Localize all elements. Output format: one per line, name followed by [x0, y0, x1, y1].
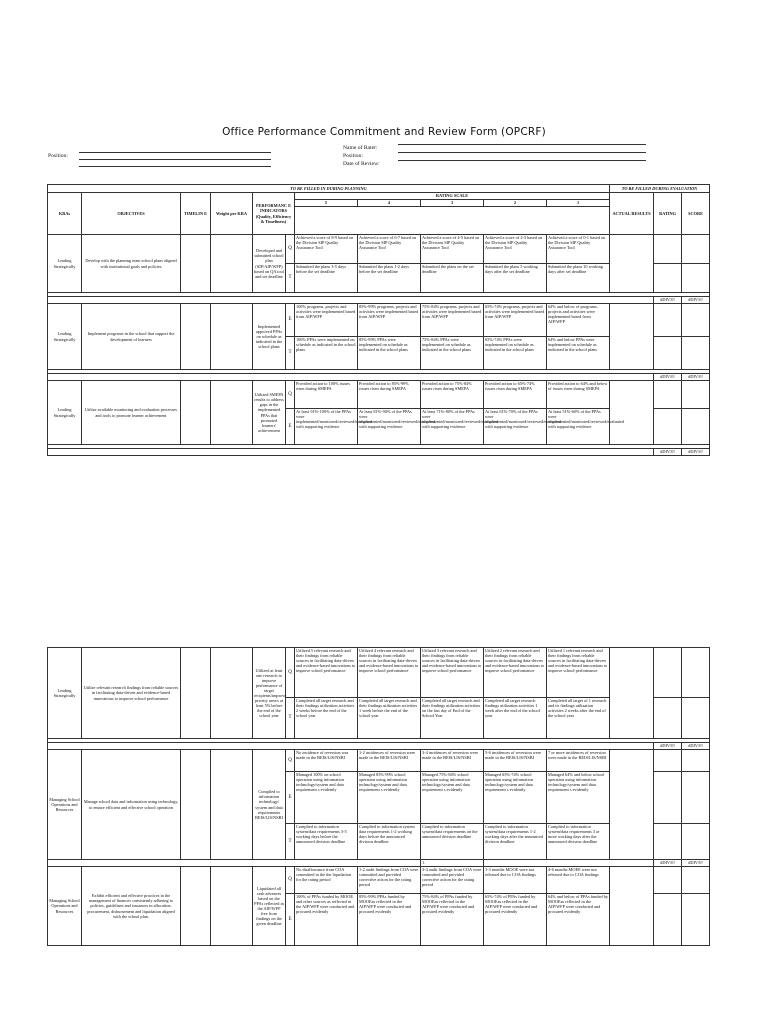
- rating-5-cell: No disallowance from COA committed in the the liquidation for the rating period: [295, 867, 358, 894]
- indicator-cell: Liquidated all cash advances based on the PPAs reflected in the AIP/WFP free from findings on the given deadline: [253, 867, 286, 946]
- rating-cell[interactable]: [654, 409, 682, 445]
- col-objectives: OBJECTIVES: [82, 193, 181, 235]
- rating-1-cell: Provided action to 64% and below of issues risen during SMEPA: [547, 381, 610, 409]
- rating-4-cell: 85%-99% programs, projects and activities were implemented based from AIP/WFP: [358, 304, 421, 337]
- rating-3-cell: Completed all target research and their findings utilization activities on the last day of End of the School Year: [421, 698, 484, 739]
- table-row: [48, 867, 710, 894]
- rating-5-cell: Managed 100% on school operation using information technology/system and data requirement s evidently: [295, 772, 358, 824]
- rating-2-cell: At least 61%-70% of the PPAs were implemented/monitored/reviewed/evaluated with supporting evidence: [484, 409, 547, 445]
- position-field-line-3[interactable]: [79, 166, 271, 167]
- objective-cell: Utilize relevant research findings from reliable sources in facilitating data-driven and evidence-based innovations to improve school performance: [82, 648, 181, 739]
- rating-2-cell: Completed all target research findings utilization activities 1 week after the end of the school year: [484, 698, 547, 739]
- objective-cell: Exhibit efficient and effective practices in the management of finances consistently adhering to policies, guidelines and issuances in allocation, procurement, disbursement and liquidation aligned with the school plan.: [82, 867, 181, 946]
- indicator-code: E: [286, 304, 295, 337]
- indicator-code: T: [286, 698, 295, 739]
- rating-5-cell: 100% of PPAs funded by MOOE and other sources as reflected in the AIP/WFP were conducted and procured evidently: [295, 894, 358, 946]
- objective-cell: Utilize available monitoring and evaluation processes and tools to promote learner achievement: [82, 381, 181, 445]
- rating-1-cell: Completed all target of 1 research and its findings utilization activities 2 weeks after the end of the school year: [547, 698, 610, 739]
- indicator-cell: Complied to information technology/ system and data requirements BEIS/LIS/NSBI: [253, 750, 286, 860]
- rating-3-cell: 75%-84% programs, projects and activities were implemented based from AIP/WFP: [421, 304, 484, 337]
- rating-5-cell: Submitted the plans 3-5 days before the set deadline: [295, 264, 358, 293]
- scale-1: 1: [547, 200, 610, 207]
- rating-cell[interactable]: [654, 750, 682, 772]
- rating-5-cell: Provided action to 100% issues risen during SMEPA: [295, 381, 358, 409]
- rating-1-cell: 64% and below PPAs were implemented on schedule as indicated in the school plans: [547, 337, 610, 370]
- rating-total: #DIV/0!: [654, 297, 682, 304]
- rating-2-cell: Complied to information system/data requirements 1-2 working days after the announced division deadline: [484, 824, 547, 860]
- position-field-line-1[interactable]: [79, 152, 271, 153]
- rating-cell[interactable]: [654, 304, 682, 337]
- position-label: Position:: [48, 153, 68, 159]
- rating-3-cell: At least 71%-80% of the PPAs were implemented/monitored/reviewed/evaluated with supporting evidence: [421, 409, 484, 445]
- actual-results-cell[interactable]: [610, 235, 654, 293]
- rating-5-cell: 100% PPAs were implemented on schedule as indicated in the school plans: [295, 337, 358, 370]
- rating-5-cell: Utilized 5 relevant research and their findings from reliable sources in facilitating data-driven and evidence-based innovations to improve school performance: [295, 648, 358, 698]
- opcrf-table-page-1: [47, 184, 710, 456]
- scale-4: 4: [358, 200, 421, 207]
- rating-3-cell: Managed 75%-84% school operation using information technology/system and data requirement s evidently: [421, 772, 484, 824]
- actual-results-cell[interactable]: [610, 867, 654, 946]
- list-marker: 1.: [421, 860, 484, 867]
- score-cell[interactable]: [682, 894, 710, 946]
- rating-total: #DIV/0!: [654, 449, 682, 456]
- kra-cell: Managing School Operations and Resources: [48, 867, 82, 946]
- rating-4-cell: 1-2 incidences of reversion were made in the BEIS/LIS/NSBI: [358, 750, 421, 772]
- actual-results-cell[interactable]: [610, 648, 654, 739]
- rating-5-cell: No incidence of reversion was made in the BEIS/LIS/NSBI: [295, 750, 358, 772]
- rating-1-cell: Achieved a score of 0-1 based on the Division SIP Quality Assurance Tool: [547, 235, 610, 264]
- rating-cell[interactable]: [654, 824, 682, 860]
- weight-cell[interactable]: [211, 235, 253, 293]
- rating-4-cell: Completed all target research and their findings utilization activities 1 week before the end of the school year: [358, 698, 421, 739]
- rating-cell[interactable]: [654, 648, 682, 698]
- col-indicators: PERFORMANC E INDICATORS (Quality, Efficiency & Timeliness): [253, 193, 295, 235]
- indicator-code: T: [286, 264, 295, 293]
- rating-2-cell: Provided action to 65%-74% issues risen during SMEPA: [484, 381, 547, 409]
- rater-name-field[interactable]: [398, 144, 646, 145]
- rating-2-cell: 65%-74% programs, projects and activities were implemented based from AIP/WFP: [484, 304, 547, 337]
- rating-total: #DIV/0!: [654, 743, 682, 750]
- table-row: [48, 648, 710, 698]
- rating-4-cell: 85%-99% PPAs were implemented on schedule as indicated in the school plans: [358, 337, 421, 370]
- kra-cell: Leading Strategically: [48, 648, 82, 739]
- rating-2-cell: Achieved a score of 2-3 based on the Division SIP Quality Assurance Tool: [484, 235, 547, 264]
- form-title: Office Performance Commitment and Review Form (OPCRF): [222, 126, 546, 138]
- band-evaluation: TO BE FILLED DURING EVALUATION: [610, 185, 710, 193]
- score-cell[interactable]: [682, 409, 710, 445]
- score-cell[interactable]: [682, 304, 710, 337]
- rating-total: #DIV/0!: [654, 860, 682, 867]
- score-cell[interactable]: [682, 337, 710, 370]
- indicator-cell: Utilized at least one research to improve performance of target recipients/improve priority area/s at least 5% before the end of the school year: [253, 648, 286, 739]
- indicator-code: E: [286, 409, 295, 445]
- rating-1-cell: 7 or more incidences of reversion were made in the BEIS/LIS/NSBI: [547, 750, 610, 772]
- rating-cell[interactable]: [654, 337, 682, 370]
- kra-cell: Leading Strategically: [48, 304, 82, 370]
- weight-cell[interactable]: [211, 381, 253, 445]
- rating-2-cell: 65%-74% PPAs were implemented on schedule as indicated in the school plans: [484, 337, 547, 370]
- rating-cell[interactable]: [654, 772, 682, 824]
- weight-cell[interactable]: [211, 304, 253, 370]
- score-cell[interactable]: [682, 824, 710, 860]
- scale-5: 5: [295, 200, 358, 207]
- indicator-code: Q: [286, 867, 295, 894]
- timeline-cell[interactable]: [181, 648, 211, 739]
- rating-4-cell: Submitted the plans 1-2 days before the set deadline: [358, 264, 421, 293]
- rating-1-cell: Complied to information system/data requirements 3 or more working days after the announced division deadline: [547, 824, 610, 860]
- actual-results-cell[interactable]: [610, 750, 654, 860]
- timeline-cell[interactable]: [181, 381, 211, 445]
- rating-1-cell: At least 51%-60% of the PPAs were implemented/monitored/reviewed/evaluated with supporting evidence: [547, 409, 610, 445]
- weight-cell[interactable]: [211, 648, 253, 739]
- rating-2-cell: Managed 65%-74% school operation using information technology/system and data requirement s evidently: [484, 772, 547, 824]
- score-cell[interactable]: [682, 264, 710, 293]
- rating-5-cell: Complied to information system/data requirements 3-5 working days before the announced division deadline: [295, 824, 358, 860]
- rating-2-cell: Submitted the plans 5 working days after the set deadline: [484, 264, 547, 293]
- rating-2-cell: Utilized 2 relevant research and their findings from reliable sources in facilitating data-driven and evidence-based innovations to improve school performance: [484, 648, 547, 698]
- kra-cell: Leading Strategically: [48, 381, 82, 445]
- scale-2: 2: [484, 200, 547, 207]
- band-planning: TO BE FILLED IN DURING PLANNING: [48, 185, 610, 193]
- indicator-code: E: [286, 772, 295, 824]
- rating-5-cell: Achieved a score of 8-9 based on the Division SIP Quality Assurance Tool: [295, 235, 358, 264]
- rating-3-cell: Achieved a score of 4-5 based on the Division SIP Quality Assurance Tool: [421, 235, 484, 264]
- indicator-code: Q: [286, 381, 295, 409]
- rating-4-cell: 1-2 audit findings from COA were committed and provided corrective action for the rating period: [358, 867, 421, 894]
- col-actual-results: ACTUAL RESULTS: [610, 193, 654, 235]
- rating-total: #DIV/0!: [654, 374, 682, 381]
- rating-3-cell: Complied to information system/data requirements on the announced division deadline: [421, 824, 484, 860]
- rating-1-cell: 64% and below of PPAs funded by MOOEas reflected in the AIP/WFP were conducted and procured evidently: [547, 894, 610, 946]
- score-cell[interactable]: [682, 772, 710, 824]
- rating-1-cell: Managed 64% and below school operation using information technology/system and data requirement s evidently: [547, 772, 610, 824]
- rating-cell[interactable]: [654, 698, 682, 739]
- rating-3-cell: Submitted the plans on the set deadline: [421, 264, 484, 293]
- rating-3-cell: 75%-84% of PPAs funded by MOOEas reflected in the AIP/WFP were conducted and procured evidently: [421, 894, 484, 946]
- weight-cell[interactable]: [211, 750, 253, 860]
- rating-4-cell: At least 81%-90% of the PPAs were implemented/monitored/reviewed/evaluated with supporting evidence: [358, 409, 421, 445]
- score-cell[interactable]: [682, 867, 710, 894]
- rating-3-cell: Utilized 3 relevant research and their findings from reliable sources in facilitating data-driven and evidence-based innovations to improve school performance: [421, 648, 484, 698]
- indicator-code: T: [286, 824, 295, 860]
- score-cell[interactable]: [682, 648, 710, 698]
- rating-2-cell: 1-3 months MOOE were not released due to COA findings: [484, 867, 547, 894]
- rating-1-cell: Utilized 1 relevant research and their findings from reliable sources in facilitating data-driven and evidence-based innovations to improve school performance: [547, 648, 610, 698]
- indicator-cell: Implemented approved PPAs on schedule as indicated in the school plans: [253, 304, 286, 370]
- rater-position-field[interactable]: [398, 152, 646, 153]
- table-row: [48, 381, 710, 409]
- rating-5-cell: 100% programs, projects and activities were implemented based from AIP/WFP: [295, 304, 358, 337]
- score-cell[interactable]: [682, 698, 710, 739]
- objective-cell: Develop with the planning team school plans aligned with institutional goals and policies: [82, 235, 181, 293]
- table-row: [48, 235, 710, 264]
- table-row: [48, 750, 710, 772]
- opcrf-table-page-2: [47, 647, 710, 946]
- timeline-cell[interactable]: [181, 867, 211, 946]
- timeline-cell[interactable]: [181, 304, 211, 370]
- indicator-cell: Utilized SMEPA results to address gaps in the implemented PPAs that promoted learners' achievement: [253, 381, 286, 445]
- rating-cell[interactable]: [654, 894, 682, 946]
- rating-4-cell: Provided action to 85%-99% issues risen during SMEPA: [358, 381, 421, 409]
- col-weight: Weight per KRA: [211, 193, 253, 235]
- review-date-label: Date of Review:: [343, 161, 380, 167]
- rating-5-cell: At least 91%-100% of the PPAs were implemented/monitored/reviewed/evaluated with supporting evidence: [295, 409, 358, 445]
- score-total: #DIV/0!: [682, 743, 710, 750]
- timeline-cell[interactable]: [181, 235, 211, 293]
- col-score: SCORE: [682, 193, 710, 235]
- indicator-cell: Developed and submitted school plan (SIP/AIP/WFP) based on QA tool and set deadline: [253, 235, 286, 293]
- rating-4-cell: 85%-99% PPAs funded by MOOEas reflected in the AIP/WFP were conducted and procured evidently: [358, 894, 421, 946]
- rating-4-cell: Utilized 4 relevant research and their findings from reliable sources in facilitating data-driven and evidence-based innovations to improve school performance: [358, 648, 421, 698]
- rating-1-cell: 64% and below of programs, projects and activities were implemented based from AIP/WFP: [547, 304, 610, 337]
- rating-4-cell: Managed 85%-99% school operation using information technology/system and data requirement s evidently: [358, 772, 421, 824]
- col-rating-scale: RATING SCALE: [295, 193, 610, 200]
- actual-results-cell[interactable]: [610, 304, 654, 370]
- rating-cell[interactable]: [654, 381, 682, 409]
- objective-cell: Implement programs in the school that support the development of learners: [82, 304, 181, 370]
- rating-1-cell: 4-6 months MOEE were not released due to COA findings: [547, 867, 610, 894]
- score-total: #DIV/0!: [682, 449, 710, 456]
- indicator-code: Q: [286, 648, 295, 698]
- score-cell[interactable]: [682, 381, 710, 409]
- rating-cell[interactable]: [654, 235, 682, 264]
- rating-cell[interactable]: [654, 867, 682, 894]
- score-total: #DIV/0!: [682, 860, 710, 867]
- rating-cell[interactable]: [654, 264, 682, 293]
- review-date-field[interactable]: [398, 160, 646, 161]
- position-field-line-2[interactable]: [79, 159, 271, 160]
- rating-4-cell: Complied to information system data requirements 1-2 working days before the announced division deadline: [358, 824, 421, 860]
- score-total: #DIV/0!: [682, 374, 710, 381]
- objective-cell: Manage school data and information using technology, to ensure efficient and effective school operation: [82, 750, 181, 860]
- col-timeline: TIMELIN E: [181, 193, 211, 235]
- rating-3-cell: Provided action to 75%-84% issues risen during SMEPA: [421, 381, 484, 409]
- rating-2-cell: 65%-74% of PPAs funded by MOOEas reflected in the AIP/WFP were conducted and procured evidently: [484, 894, 547, 946]
- rating-3-cell: 75%-84% PPAs were implemented on schedule as indicated in the school plans: [421, 337, 484, 370]
- score-cell[interactable]: [682, 235, 710, 264]
- indicator-code: E: [286, 894, 295, 946]
- rating-2-cell: 5-6 incidences of reversion were made in the BEIS/LIS/NSBI: [484, 750, 547, 772]
- rating-5-cell: Completed all target research and their findings utilization activities 2 weeks before the end of the school year: [295, 698, 358, 739]
- weight-cell[interactable]: [211, 867, 253, 946]
- timeline-cell[interactable]: [181, 750, 211, 860]
- rating-4-cell: Achieved a score of 6-7 based on the Division SIP Quality Assurance Tool: [358, 235, 421, 264]
- indicator-code: Q: [286, 235, 295, 264]
- rating-3-cell: 3-4 incidences of reversion were made in the BEIS/LIS/NSBI: [421, 750, 484, 772]
- col-kras: KRAs: [48, 193, 82, 235]
- table-row: [48, 304, 710, 337]
- rater-name-label: Name of Rater:: [343, 145, 378, 151]
- rating-1-cell: Submitted the plans 10 working days after set deadline: [547, 264, 610, 293]
- scale-3: 3: [421, 200, 484, 207]
- score-total: #DIV/0!: [682, 297, 710, 304]
- kra-cell: Managing School Operations and Resources: [48, 750, 82, 860]
- kra-cell: Leading Strategically: [48, 235, 82, 293]
- indicator-code: T: [286, 337, 295, 370]
- actual-results-cell[interactable]: [610, 381, 654, 445]
- score-cell[interactable]: [682, 750, 710, 772]
- indicator-code: Q: [286, 750, 295, 772]
- rater-position-label: Position:: [343, 153, 363, 159]
- col-rating: RATING: [654, 193, 682, 235]
- rating-3-cell: 3-4 audit findings from COA were committed and provided corrective action for the rating period: [421, 867, 484, 894]
